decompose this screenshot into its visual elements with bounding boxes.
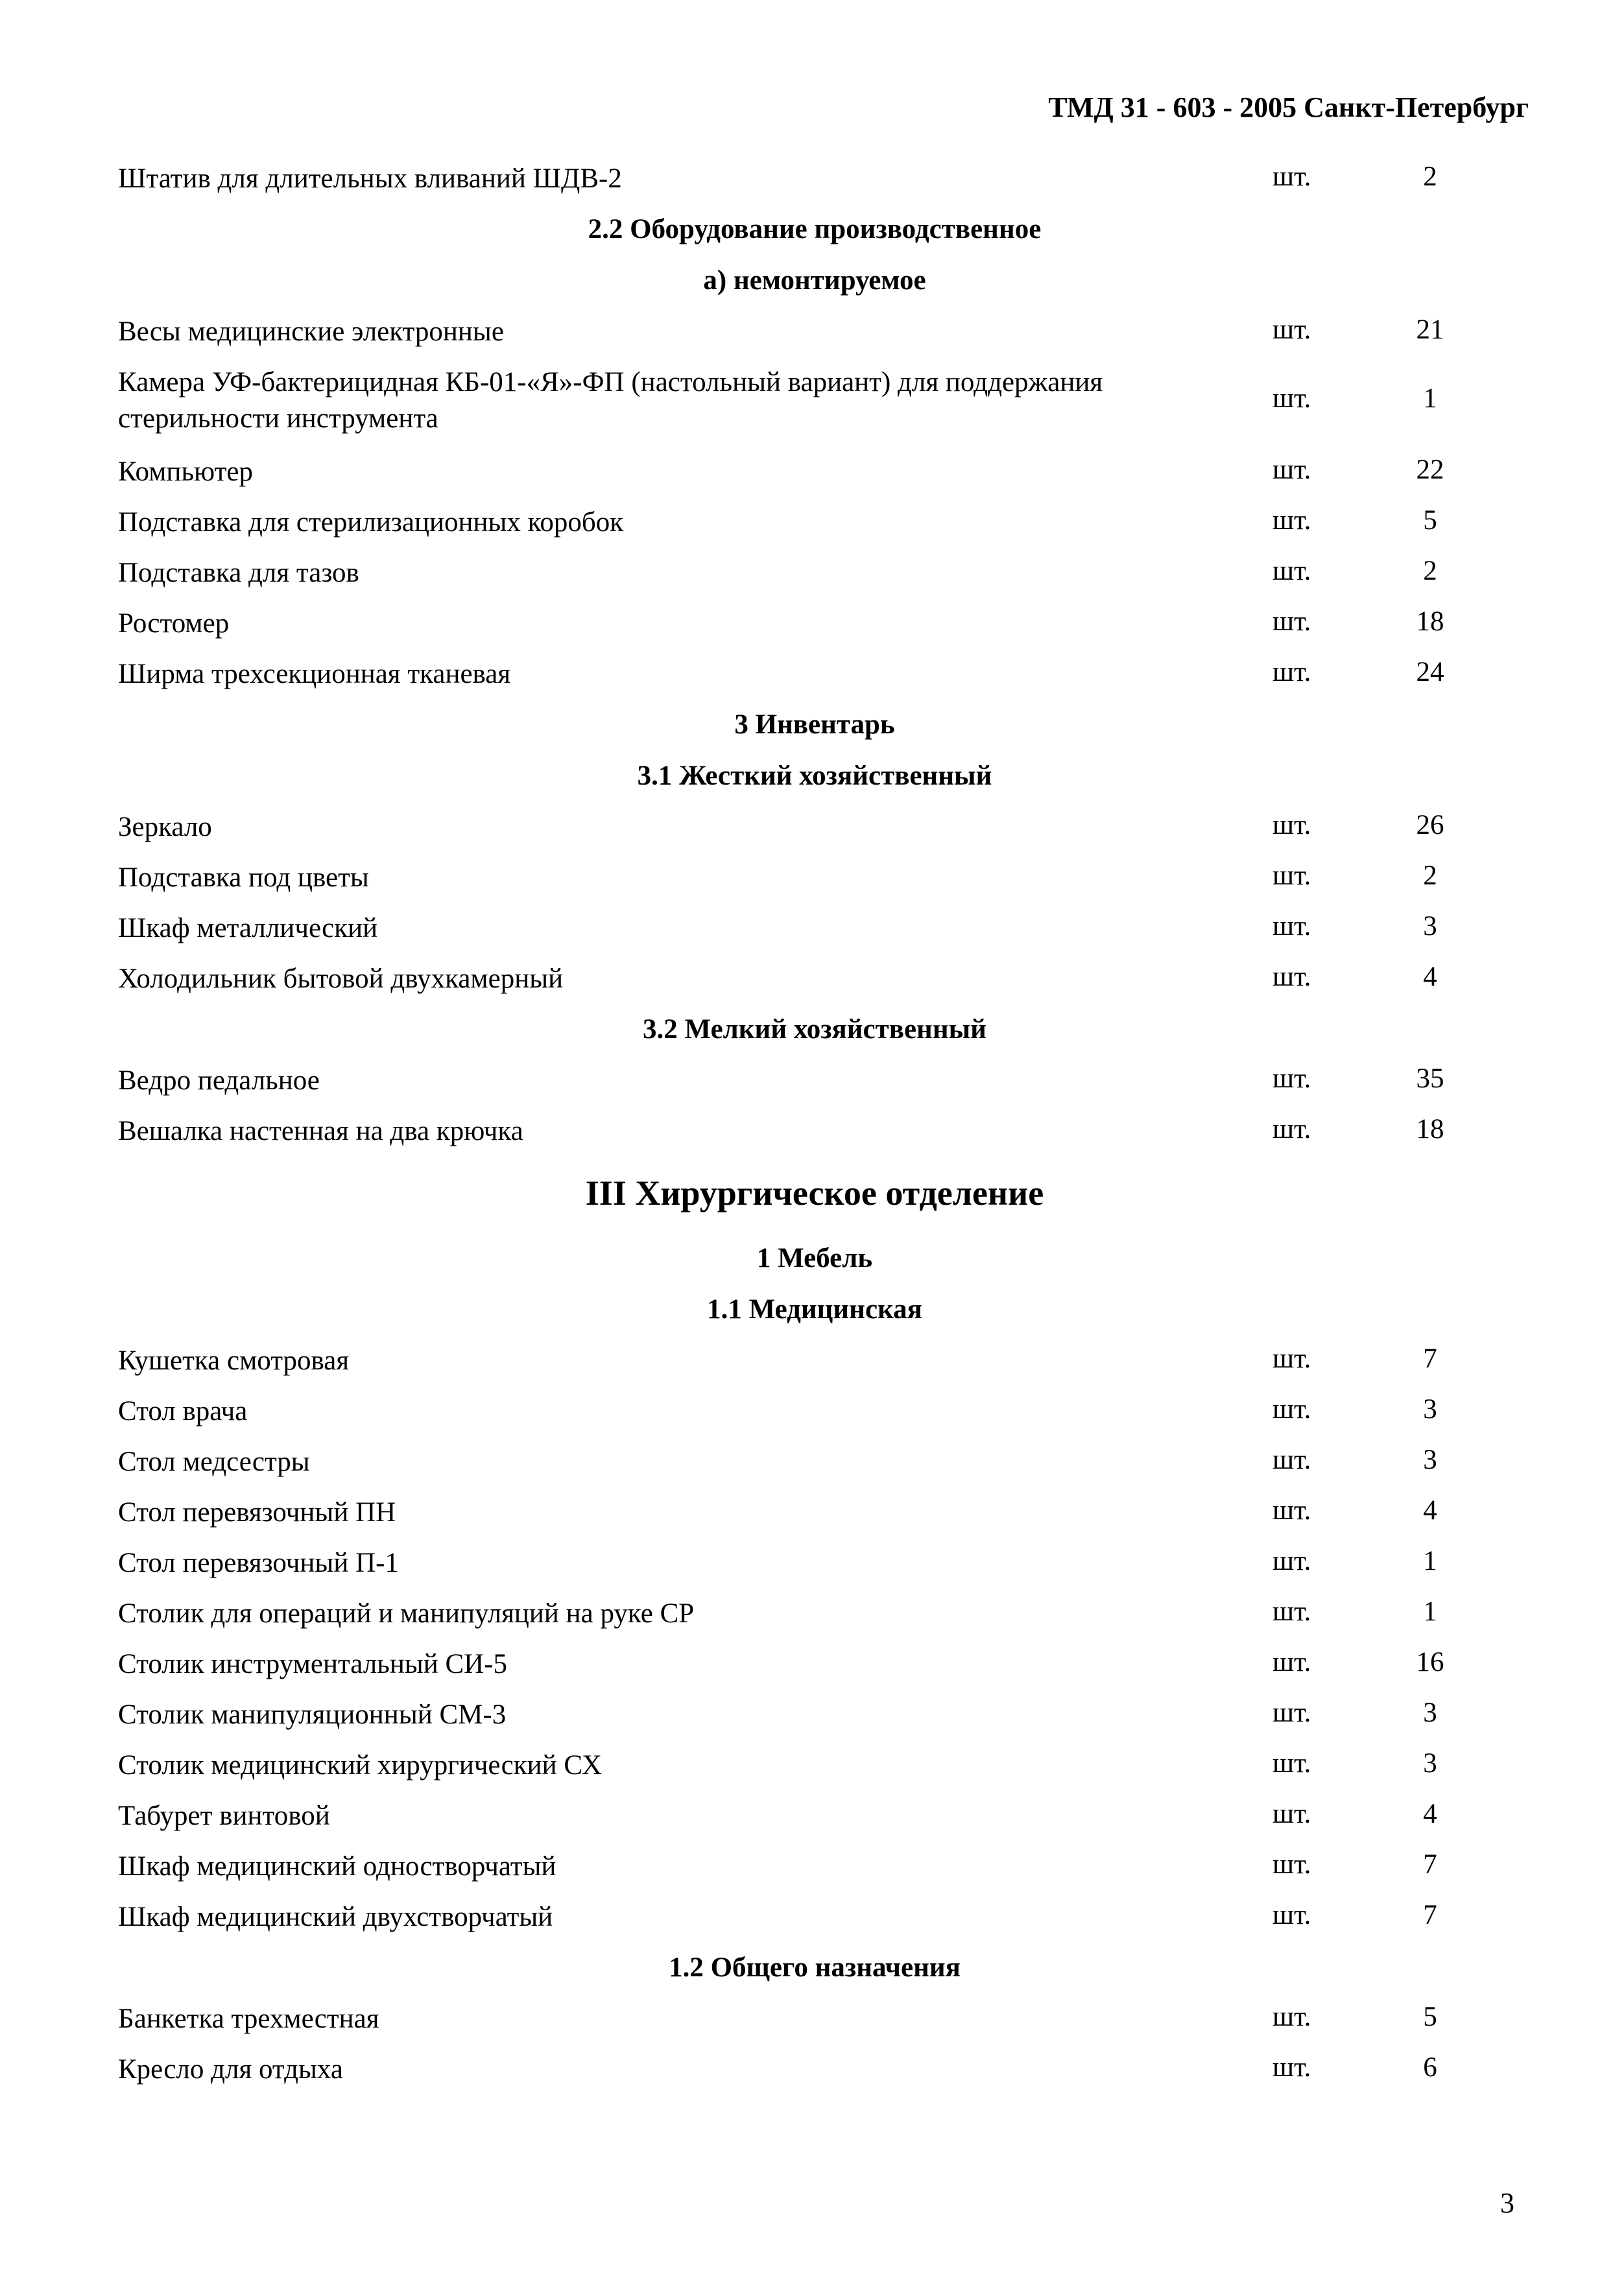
- equipment-row: [0, 809, 1613, 860]
- equipment-row: [0, 555, 1613, 606]
- item-quantity: 7: [1423, 1849, 1437, 1880]
- item-name: Табурет винтовой: [118, 1801, 330, 1831]
- item-name: Стол медсестры: [118, 1447, 310, 1477]
- item-unit: шт.: [1272, 1900, 1311, 1930]
- item-quantity: 3: [1423, 1445, 1437, 1475]
- item-quantity: 18: [1416, 606, 1444, 637]
- equipment-row: [0, 1697, 1613, 1747]
- item-name: Зеркало: [118, 812, 212, 842]
- equipment-row: [0, 910, 1613, 961]
- item-name: Столик инструментальный СИ-5: [118, 1649, 508, 1679]
- item-unit: шт.: [1272, 161, 1311, 192]
- item-quantity: 3: [1423, 1748, 1437, 1779]
- equipment-row: [0, 1495, 1613, 1545]
- item-quantity: 3: [1423, 911, 1437, 941]
- item-quantity: 35: [1416, 1063, 1444, 1094]
- section-heading: 2.2 Оборудование производственное: [588, 214, 1042, 244]
- equipment-row: [0, 961, 1613, 1012]
- item-unit: шт.: [1272, 1546, 1311, 1576]
- item-quantity: 26: [1416, 810, 1444, 840]
- item-quantity: 5: [1423, 505, 1437, 536]
- item-quantity: 21: [1416, 314, 1444, 345]
- equipment-row: [0, 1343, 1613, 1393]
- item-name: Компьютер: [118, 456, 253, 487]
- item-quantity: 24: [1416, 657, 1444, 687]
- item-name: Банкетка трехместная: [118, 2004, 379, 2034]
- equipment-row: [0, 1393, 1613, 1444]
- section-heading: 3 Инвентарь: [734, 709, 895, 740]
- document-header: ТМД 31 - 603 - 2005 Санкт-Петербург: [1048, 91, 1529, 123]
- section-heading: а) немонтируемое: [703, 265, 926, 296]
- page-number: 3: [1500, 2187, 1514, 2219]
- item-unit: шт.: [1272, 2002, 1311, 2032]
- item-quantity: 2: [1423, 161, 1437, 192]
- item-unit: шт.: [1272, 657, 1311, 687]
- item-name: Шкаф металлический: [118, 913, 378, 943]
- item-unit: шт.: [1272, 962, 1311, 992]
- item-unit: шт.: [1272, 1394, 1311, 1425]
- item-quantity: 22: [1416, 455, 1444, 485]
- item-unit: шт.: [1272, 1799, 1311, 1829]
- item-unit: шт.: [1272, 505, 1311, 536]
- equipment-row: [0, 860, 1613, 910]
- item-name: Ширма трехсекционная тканевая: [118, 659, 511, 689]
- department-title: III Хирургическое отделение: [585, 1174, 1044, 1213]
- equipment-list: [0, 161, 1613, 2102]
- item-quantity: 2: [1423, 860, 1437, 891]
- item-unit: шт.: [1272, 1849, 1311, 1880]
- item-unit: шт.: [1272, 860, 1311, 891]
- equipment-row: [0, 1545, 1613, 1596]
- item-name: Шкаф медицинский двухстворчатый: [118, 1902, 553, 1932]
- item-name: Подставка под цветы: [118, 862, 369, 893]
- item-quantity: 4: [1423, 962, 1437, 992]
- equipment-row: [0, 1849, 1613, 1899]
- item-name: Вешалка настенная на два крючка: [118, 1116, 523, 1146]
- item-quantity: 1: [1423, 383, 1437, 414]
- equipment-row: [0, 161, 1613, 211]
- item-quantity: 7: [1423, 1343, 1437, 1374]
- item-name: Стол врача: [118, 1396, 248, 1426]
- item-unit: шт.: [1272, 1647, 1311, 1677]
- equipment-row: [0, 314, 1613, 364]
- item-quantity: 2: [1423, 556, 1437, 586]
- item-quantity: 1: [1423, 1546, 1437, 1576]
- equipment-row: [0, 606, 1613, 656]
- item-unit: шт.: [1272, 1063, 1311, 1094]
- item-name: Весы медицинские электронные: [118, 316, 504, 347]
- item-unit: шт.: [1272, 314, 1311, 345]
- item-quantity: 16: [1416, 1647, 1444, 1677]
- item-quantity: 6: [1423, 2052, 1437, 2083]
- item-name: Ростомер: [118, 608, 230, 639]
- section-heading: 1.1 Медицинская: [707, 1294, 922, 1325]
- item-quantity: 4: [1423, 1495, 1437, 1526]
- item-quantity: 1: [1423, 1596, 1437, 1627]
- equipment-row: [0, 1646, 1613, 1697]
- item-name: Столик медицинский хирургический СХ: [118, 1750, 603, 1781]
- item-name: Кушетка смотровая: [118, 1345, 350, 1376]
- item-unit: шт.: [1272, 1114, 1311, 1144]
- section-heading: 3.2 Мелкий хозяйственный: [643, 1014, 986, 1045]
- item-quantity: 3: [1423, 1394, 1437, 1425]
- item-quantity: 5: [1423, 2002, 1437, 2032]
- equipment-row: [0, 1747, 1613, 1798]
- equipment-row: [0, 1798, 1613, 1849]
- equipment-row: [0, 2001, 1613, 2052]
- item-quantity: 7: [1423, 1900, 1437, 1930]
- equipment-row: [0, 656, 1613, 707]
- section-heading: 3.1 Жесткий хозяйственный: [637, 761, 992, 791]
- equipment-row: [0, 1899, 1613, 1950]
- item-name: Шкаф медицинский одностворчатый: [118, 1851, 556, 1882]
- equipment-row: [0, 364, 1613, 454]
- equipment-row: [0, 504, 1613, 555]
- item-unit: шт.: [1272, 810, 1311, 840]
- item-name: Штатив для длительных вливаний ШДВ-2: [118, 163, 622, 194]
- item-unit: шт.: [1272, 606, 1311, 637]
- item-unit: шт.: [1272, 1495, 1311, 1526]
- equipment-row: [0, 2052, 1613, 2102]
- item-quantity: 4: [1423, 1799, 1437, 1829]
- item-unit: шт.: [1272, 2052, 1311, 2083]
- item-name: Стол перевязочный ПН: [118, 1497, 396, 1528]
- item-name: Подставка для тазов: [118, 558, 359, 588]
- item-name: Ведро педальное: [118, 1065, 320, 1096]
- item-name: Подставка для стерилизационных коробок: [118, 507, 624, 538]
- item-name: Столик манипуляционный СМ-3: [118, 1699, 507, 1730]
- item-unit: шт.: [1272, 556, 1311, 586]
- item-unit: шт.: [1272, 1343, 1311, 1374]
- section-heading: 1.2 Общего назначения: [669, 1952, 961, 1983]
- item-unit: шт.: [1272, 1445, 1311, 1475]
- equipment-row: [0, 1063, 1613, 1113]
- item-unit: шт.: [1272, 1596, 1311, 1627]
- item-name: Столик для операций и манипуляций на руке СР: [118, 1598, 695, 1629]
- section-heading: 1 Мебель: [756, 1243, 873, 1273]
- item-unit: шт.: [1272, 1748, 1311, 1779]
- item-unit: шт.: [1272, 911, 1311, 941]
- item-quantity: 3: [1423, 1698, 1437, 1728]
- equipment-row: [0, 1596, 1613, 1646]
- item-unit: шт.: [1272, 1698, 1311, 1728]
- item-name: Камера УФ-бактерицидная КБ-01-«Я»-ФП (настольный вариант) для поддержания стерильности инструмента: [118, 367, 1103, 434]
- item-unit: шт.: [1272, 455, 1311, 485]
- item-name: Стол перевязочный П-1: [118, 1548, 399, 1578]
- item-unit: шт.: [1272, 383, 1311, 414]
- item-name: Кресло для отдыха: [118, 2054, 343, 2085]
- equipment-row: [0, 1444, 1613, 1495]
- equipment-row: [0, 454, 1613, 504]
- item-name: Холодильник бытовой двухкамерный: [118, 964, 564, 994]
- item-quantity: 18: [1416, 1114, 1444, 1144]
- equipment-row: [0, 1113, 1613, 1164]
